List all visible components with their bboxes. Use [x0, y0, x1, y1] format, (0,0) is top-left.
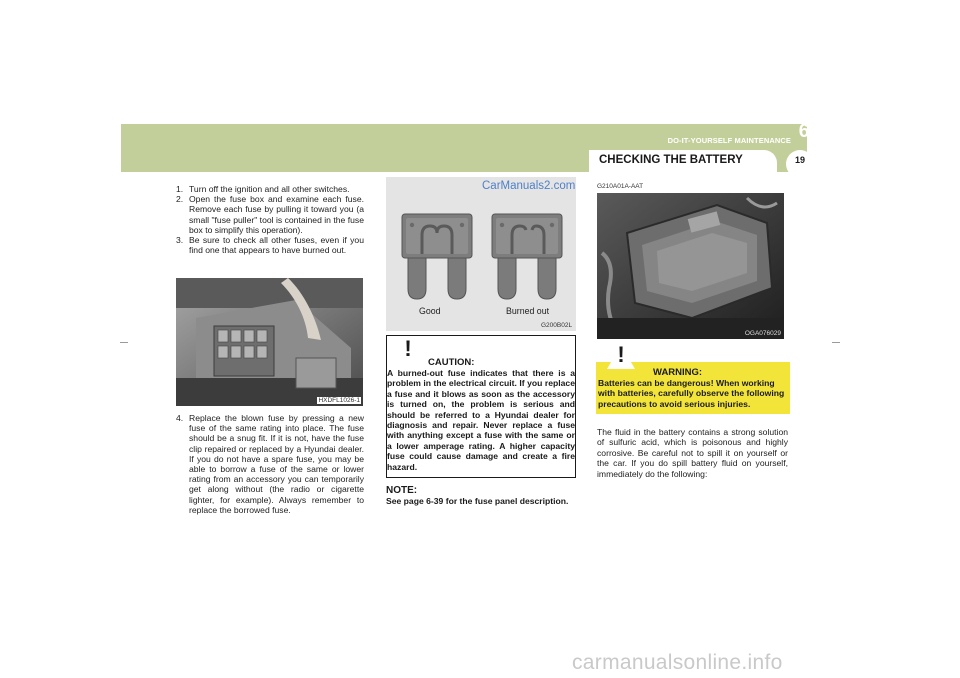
burned-fuse-icon [492, 214, 562, 299]
chapter-number: 6 [798, 121, 810, 142]
steps-list-a [176, 184, 364, 255]
step-item: 2. Open the fuse box and examine each fuse. Remove each fuse by pulling it toward you (a small "fuse puller" tool is contained in the fuse box to simplify this operation). [176, 194, 364, 235]
footer-watermark: carmanualsonline.info [572, 651, 783, 674]
section-title: CHECKING THE BATTERY [599, 154, 743, 166]
note-text: See page 6-39 for the fuse panel description. [386, 496, 569, 506]
battery-body-text: The fluid in the battery contains a strong solution of sulfuric acid, which is poisonous and highly corrosive. Be careful not to spill it on yourself or the car. If you do spill battery fluid on yourself, immediately do the following: [597, 427, 788, 479]
fuse-box-photo-illustration [176, 278, 363, 406]
section-label: DO-IT-YOURSELF MAINTENANCE [667, 136, 791, 145]
fuse-good-label: Good [419, 306, 441, 316]
good-fuse-icon [402, 214, 472, 299]
warning-title: WARNING: [653, 367, 703, 378]
caution-title: CAUTION: [428, 357, 475, 368]
section-code: G210A01A-AAT [597, 183, 644, 190]
note-title: NOTE: [386, 485, 418, 496]
warning-exclamation-icon: ! [617, 342, 625, 367]
caution-text: A burned-out fuse indicates that there is a problem in the electrical circuit. If you replace a fuse and it blows as soon as the accessory is turned on, the problem is serious and should be referred to a Hyundai dealer for diagnosis and repair. Never replace a fuse with anything except a fuse with the same or a lower amperage rating. A higher capacity fuse could cause damage and create a fire hazard. [387, 368, 575, 472]
crop-mark-left [120, 342, 128, 343]
steps-list-b [176, 413, 364, 515]
warning-text: Batteries can be dangerous! When working with batteries, carefully observe the following precautions to avoid serious injuries. [598, 378, 785, 409]
caution-exclamation-icon: ! [404, 336, 412, 361]
step-item: 4. Replace the blown fuse by pressing a new fuse of the same rating into place. The fuse should be a snug fit. If it is not, have the fuse clip repaired or replaced by a Hyundai dealer. If you do not have a spare fuse, you may be able to borrow a fuse of the same or lower rating from an accessory you can temporarily get along without (the radio or cigarette lighter, for example). Always remember to replace the borrowed fuse. [176, 413, 364, 515]
battery-photo-illustration [597, 193, 784, 339]
photo-code: HXDFL1026-1 [318, 397, 360, 404]
watermark-text: CarManuals2.com [482, 180, 576, 192]
step-item: 1. Turn off the ignition and all other switches. [176, 184, 350, 194]
photo-code: OGA076029 [744, 330, 781, 337]
fuse-burned-label: Burned out [506, 306, 550, 316]
figure-code: G200B02L [541, 322, 573, 329]
fuse-box-photo [176, 278, 363, 406]
crop-mark-right [832, 342, 840, 343]
page-number: 19 [794, 155, 805, 165]
step-item: 3. Be sure to check all other fuses, even if you find one that appears to have burned out. [176, 235, 364, 256]
battery-photo [597, 193, 784, 339]
